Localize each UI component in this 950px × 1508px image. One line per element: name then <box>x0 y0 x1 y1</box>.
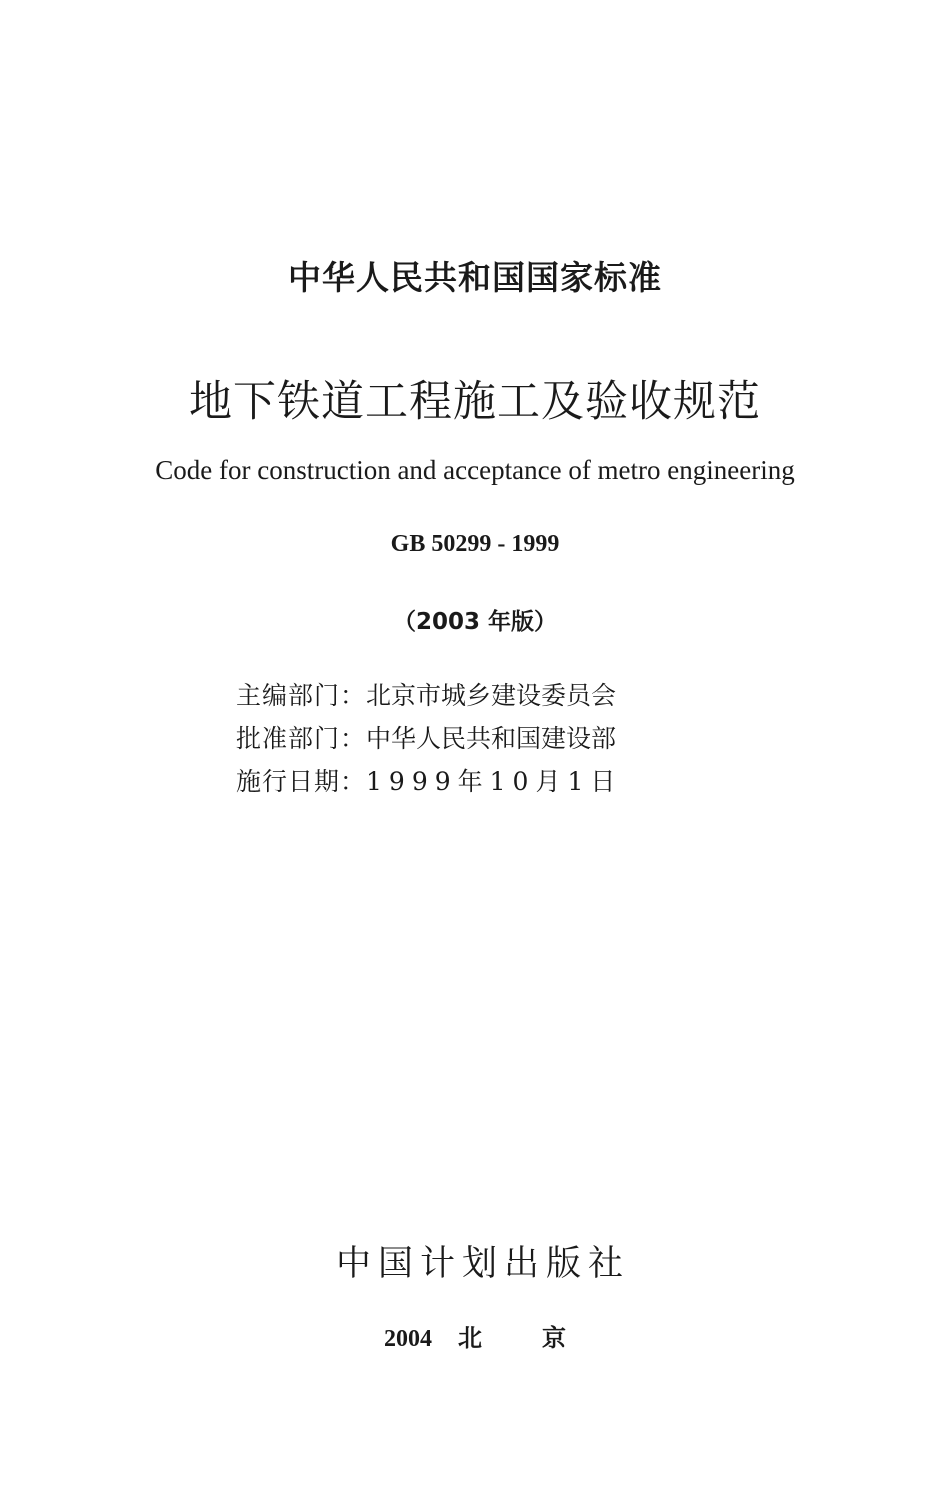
chief-editor-row <box>236 674 716 717</box>
publication-line <box>0 1318 950 1353</box>
approval-label: 批准部门： <box>236 724 367 753</box>
standard-code: GB 50299 - 1999 <box>390 531 560 557</box>
chief-editor-label: 主编部门： <box>236 681 367 710</box>
chief-editor-value: 北京市城乡建设委员会 <box>366 681 617 710</box>
document-title-english: Code for construction and acceptance of metro engineering <box>155 455 795 485</box>
document-info-block <box>236 674 716 803</box>
publication-city: 北京 <box>458 1324 626 1352</box>
publisher-name: 中国计划出版社 <box>335 1244 630 1284</box>
standard-type-heading: 中华人民共和国国家标准 <box>288 258 662 297</box>
effective-date-row <box>236 760 716 803</box>
approval-row <box>236 717 716 760</box>
approval-value: 中华人民共和国建设部 <box>366 724 617 753</box>
edition-label: （2003 年版） <box>392 609 558 635</box>
effective-date-value: 1999年10月1日 <box>366 767 623 796</box>
publication-year: 2004 <box>384 1326 432 1352</box>
document-title-chinese: 地下铁道工程施工及验收规范 <box>189 377 761 427</box>
effective-date-label: 施行日期： <box>236 767 367 796</box>
